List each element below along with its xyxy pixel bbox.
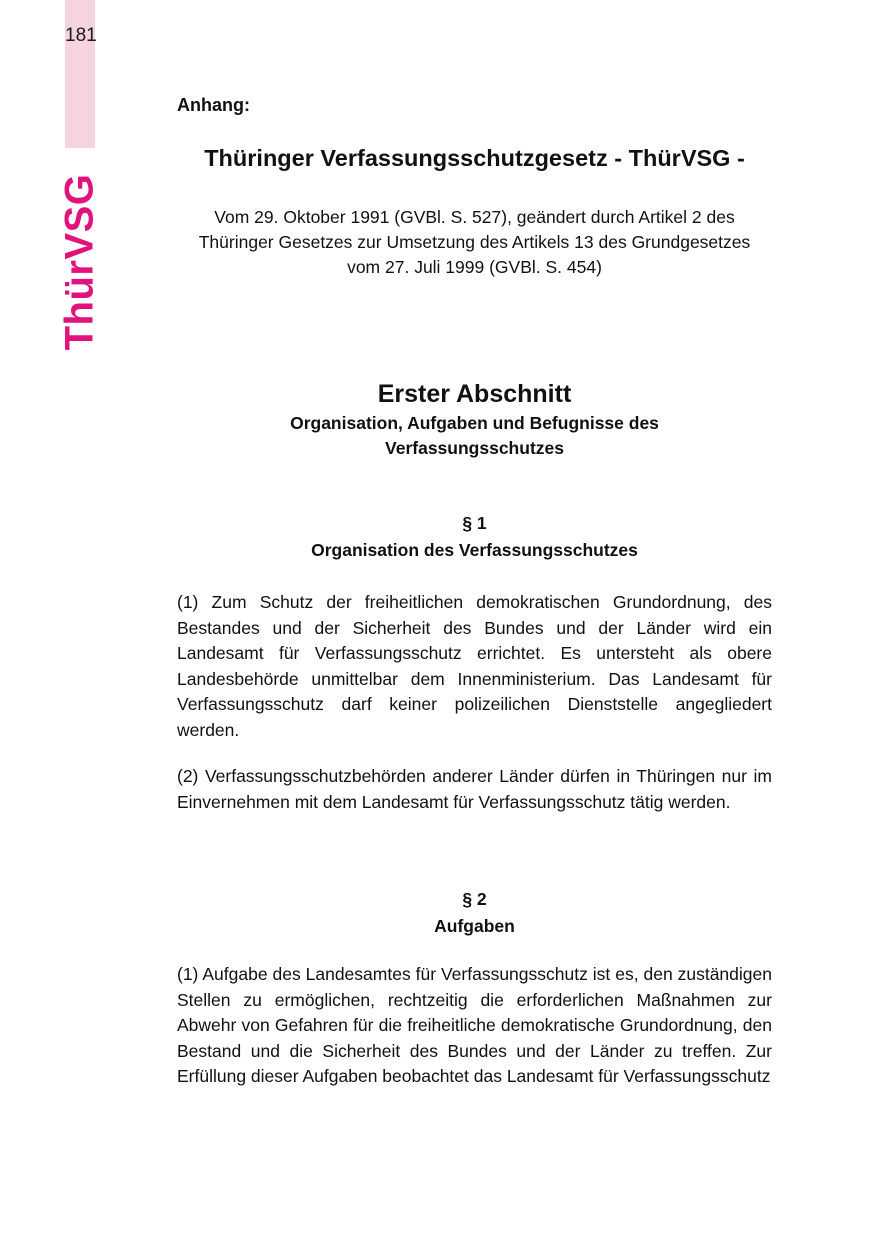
paragraph-2-title: Aufgaben bbox=[434, 916, 515, 936]
paragraph-1-clause-1: (1) Zum Schutz der freiheitlichen demokratischen Grundordnung, des Bestandes und der Sicherheit des Bundes und der Länder wird ein Landesamt für Verfassungsschutz errichtet. Es untersteht als obere Landesbehörde unmittelbar dem Innenministerium. Das Landesamt für Verfassungsschutz darf keiner polizeilichen Dienststelle angegliedert werden. bbox=[177, 592, 772, 740]
paragraph-2-number: § 2 bbox=[462, 889, 487, 909]
law-dates: Vom 29. Oktober 1991 (GVBl. S. 527), geändert durch Artikel 2 des Thüringer Gesetzes zur Umsetzung des Artikels 13 des Grundgesetzes vom 27. Juli 1999 (GVBl. S. 454) bbox=[198, 207, 751, 277]
law-title: Thüringer Verfassungsschutzgesetz - ThürVSG - bbox=[204, 145, 745, 171]
page-number: 181 bbox=[65, 25, 97, 46]
paragraph-1-heading bbox=[177, 510, 772, 564]
section-title: Erster Abschnitt bbox=[377, 380, 572, 408]
side-label-law-abbreviation: ThürVSG bbox=[57, 173, 102, 351]
paragraph-1-clause-2: (2) Verfassungsschutzbehörden anderer Länder dürfen in Thüringen nur im Einvernehmen mit dem Landesamt für Verfassungsschutz tätig werden. bbox=[177, 766, 772, 812]
appendix-label: Anhang: bbox=[177, 95, 250, 115]
paragraph-1-title: Organisation des Verfassungsschutzes bbox=[311, 540, 638, 560]
section-subtitle: Organisation, Aufgaben und Befugnisse des Verfassungsschutzes bbox=[290, 413, 659, 458]
paragraph-1-number: § 1 bbox=[462, 513, 487, 533]
section-heading bbox=[177, 377, 772, 461]
side-tab-marker bbox=[65, 0, 95, 148]
paragraph-2-heading bbox=[177, 886, 772, 940]
paragraph-2-clause-1: (1) Aufgabe des Landesamtes für Verfassungsschutz ist es, den zuständigen Stellen zu ermöglichen, rechtzeitig die erforderlichen Maßnahmen zur Abwehr von Gefahren für die freiheitliche demokratische Grundordnung, den Bestand und die Sicherheit des Bundes und der Länder zu treffen. Zur Erfüllung dieser Aufgaben beobachtet das Landesamt für Verfassungsschutz bbox=[177, 964, 772, 1086]
